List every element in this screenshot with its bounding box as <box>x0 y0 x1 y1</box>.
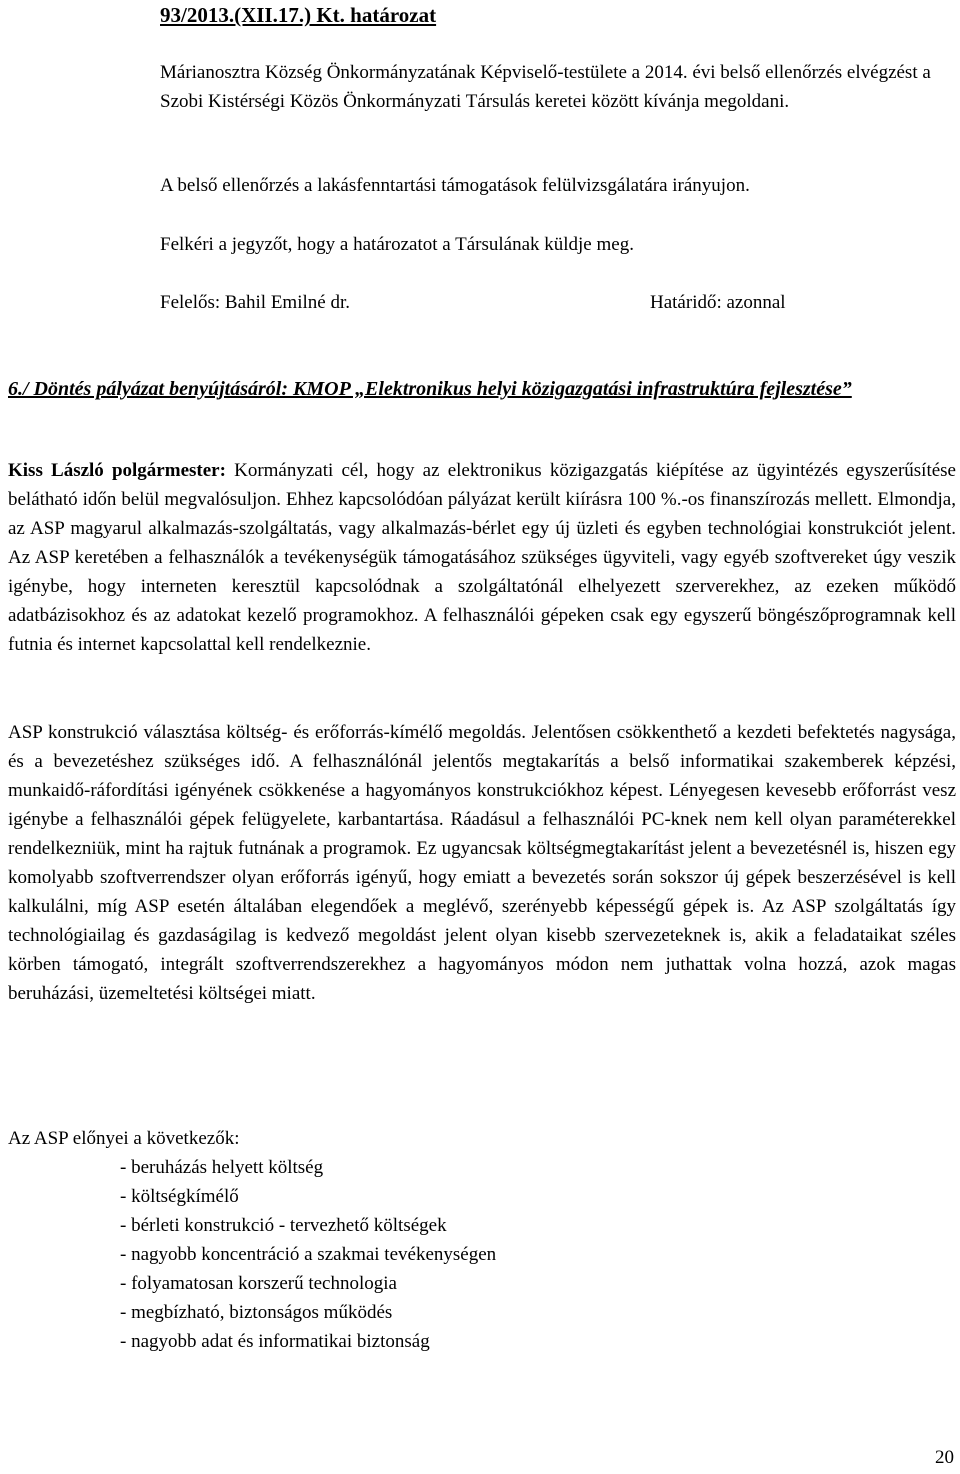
list-item: - megbízható, biztonságos működés <box>120 1302 393 1323</box>
list-item: - beruházás helyett költség <box>120 1157 324 1178</box>
resolution-title: 93/2013.(XII.17.) Kt. határozat <box>160 3 437 27</box>
resolution-paragraph-2: A belső ellenőrzés a lakásfenntartási támogatások felülvizsgálatára irányujon. <box>160 175 750 196</box>
responsibility-line <box>160 288 955 317</box>
deadline: Határidő: azonnal <box>650 292 786 313</box>
page-number: 20 <box>935 1447 954 1468</box>
responsible-person: Felelős: Bahil Emilné dr. <box>160 292 350 313</box>
list-item: - nagyobb koncentráció a szakmai tevékenységen <box>120 1244 497 1265</box>
list-item: - nagyobb adat és informatikai biztonság <box>120 1331 430 1352</box>
list-item: - bérleti konstrukció - tervezhető költségek <box>120 1215 447 1236</box>
body-paragraph-2: ASP konstrukció választása költség- és erőforrás-kímélő megoldás. Jelentősen csökkenthető a kezdeti befektetés nagysága, és a bevezetéshez szükséges idő. A felhasználónál jelentős megtakarítás a belső informatikai szakemberek képzési, munkaidő-ráfordítási igényének csökkenése a hagyományos konstrukciókhoz képest. Lényegesen kevesebb erőforrást vesz igénybe a felhasználói gépek felügyelete, karbantartása. Ráadásul a felhasználói PC-knek nem kell olyan paraméterekkel rendelkezniük, mint ha rajtuk futnának a programok. Ez ugyancsak költségmegtakarítást jelent a bevezetésnél is, hiszen egy komolyabb szoftverrendszer olyan erőforrás igényű, hogy emiatt a bevezetés során sokszor új gépek beszerzésével is kell kalkulálni, míg ASP esetén általában elegendőek a meglévő, szerényebb képességű gépek is. Az ASP szolgáltatás így technológiailag és gazdaságilag is kedvező megoldást jelent olyan kisebb szervezeteknek is, akik a feladataikat széles körben támogató, integrált szoftverrendszerekhez a hagyományos módon nem juthattak volna hozzá, azok magas beruházási, üzemeltetési költségei miatt. <box>8 722 956 1004</box>
speaker-name: Kiss László polgármester: <box>8 460 226 481</box>
body-paragraph-1 <box>8 456 956 659</box>
advantages-list <box>120 1153 496 1356</box>
advantages-intro: Az ASP előnyei a következők: <box>8 1128 240 1149</box>
resolution-paragraph-3: Felkéri a jegyzőt, hogy a határozatot a Társulának küldje meg. <box>160 234 634 255</box>
agenda-item-heading: 6./ Döntés pályázat benyújtásáról: KMOP „Elektronikus helyi közigazgatási infrastruktúra fejlesztése” <box>8 378 852 400</box>
body-paragraph-1-text: Kormányzati cél, hogy az elektronikus közigazgatás kiépítése az ügyintézés egyszerűsítése belátható időn belül megvalósuljon. Ehhez kapcsolódóan pályázat került kiírásra 100 %.-os finanszírozás mellett. Elmondja, az ASP magyarul alkalmazás-szolgáltatás, vagy alkalmazás-bérlet egy új üzleti és egyben technológiai konstrukciót jelent. Az ASP keretében a felhasználók a tevékenységük támogatásához szükséges ügyviteli, vagy egyéb szoftvereket úgy veszik igénybe, hogy interneten keresztül kapcsolódnak a szolgáltatónál elhelyezett szerverekhez, az ezeken működő adatbázisokhoz és az adatokat kezelő programokhoz. A felhasználói gépeken csak egy egyszerű böngészőprogramnak kell futnia és internet kapcsolattal kell rendelkeznie. <box>8 460 956 655</box>
list-item: - költségkímélő <box>120 1186 239 1207</box>
list-item: - folyamatosan korszerű technologia <box>120 1273 397 1294</box>
resolution-paragraph-1: Márianosztra Község Önkormányzatának Képviselő-testülete a 2014. évi belső ellenőrzés elvégzést a Szobi Kistérségi Közös Önkormányzati Társulás keretei között kívánja megoldani. <box>160 62 931 112</box>
